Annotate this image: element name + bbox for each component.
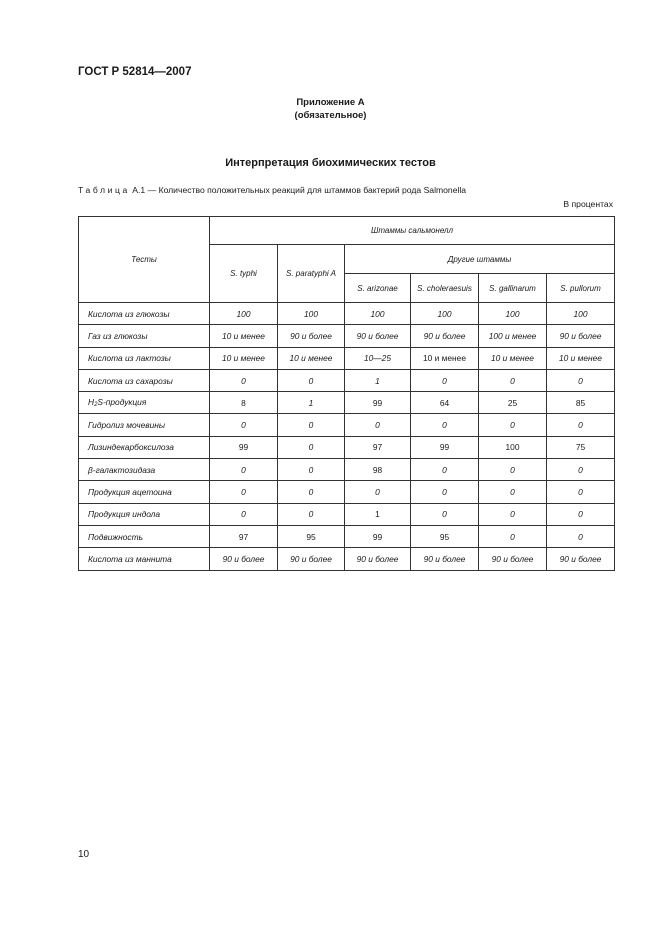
table-cell: 0 bbox=[479, 414, 547, 436]
table-cell: 0 bbox=[210, 503, 278, 525]
table-cell: 1 bbox=[345, 369, 411, 391]
header-s-typhi: S. typhi bbox=[210, 245, 278, 303]
table-cell: 90 и более bbox=[547, 548, 615, 570]
table-cell: 10 и менее bbox=[479, 347, 547, 369]
h2s-symbol: H bbox=[88, 397, 95, 408]
table-cell: 10 и менее bbox=[210, 347, 278, 369]
table-row bbox=[79, 436, 615, 458]
table-cell: 0 bbox=[278, 481, 345, 503]
table-cell: 99 bbox=[345, 392, 411, 414]
table-cell: 10 и менее bbox=[278, 347, 345, 369]
row-test-name: Гидролиз мочевины bbox=[79, 414, 210, 436]
table-cell: 98 bbox=[345, 459, 411, 481]
table-cell: 100 bbox=[411, 303, 479, 325]
table-row bbox=[79, 503, 615, 525]
table-cell: 10 и менее bbox=[411, 347, 479, 369]
row-test-name: Кислота из маннита bbox=[79, 548, 210, 570]
table-cell: 64 bbox=[411, 392, 479, 414]
table-cell: 0 bbox=[479, 503, 547, 525]
section-title: Интерпретация биохимических тестов bbox=[225, 157, 436, 169]
table-cell: 0 bbox=[411, 481, 479, 503]
table-cell: 1 bbox=[345, 503, 411, 525]
table-row bbox=[79, 459, 615, 481]
table-cell: 90 и более bbox=[345, 325, 411, 347]
table-cell: 0 bbox=[411, 369, 479, 391]
table-row bbox=[79, 303, 615, 325]
annex-title: Приложение А bbox=[296, 97, 365, 108]
table-row bbox=[79, 392, 615, 414]
table-cell: 100 и менее bbox=[479, 325, 547, 347]
table-cell: 90 и более bbox=[278, 548, 345, 570]
table-cell: 0 bbox=[210, 369, 278, 391]
header-s-gallinarum: S. gallinarum bbox=[479, 274, 547, 303]
table-cell: 0 bbox=[278, 414, 345, 436]
row-test-name: Кислота из глюкозы bbox=[79, 303, 210, 325]
table-cell: 0 bbox=[411, 459, 479, 481]
row-test-name: Газ из глюкозы bbox=[79, 325, 210, 347]
table-row bbox=[79, 347, 615, 369]
table-cell: 0 bbox=[345, 414, 411, 436]
row-test-name: Продукция ацетоина bbox=[79, 481, 210, 503]
table-row bbox=[79, 369, 615, 391]
table-cell: 0 bbox=[479, 481, 547, 503]
header-s-choleraesuis: S. choleraesuis bbox=[411, 274, 479, 303]
table-cell: 0 bbox=[479, 525, 547, 547]
table-cell: 0 bbox=[278, 459, 345, 481]
annex-heading bbox=[0, 96, 661, 122]
table-cell: 95 bbox=[411, 525, 479, 547]
table-cell: 100 bbox=[479, 436, 547, 458]
table-cell: 90 и более bbox=[479, 548, 547, 570]
annex-status: (обязательное) bbox=[294, 110, 367, 121]
table-caption bbox=[78, 185, 466, 195]
table-cell: 0 bbox=[547, 503, 615, 525]
table-cell: 0 bbox=[547, 481, 615, 503]
document-code: ГОСТ Р 52814—2007 bbox=[78, 66, 192, 78]
table-cell: 97 bbox=[210, 525, 278, 547]
page-number: 10 bbox=[78, 849, 90, 860]
table-cell: 0 bbox=[547, 414, 615, 436]
table-cell: 0 bbox=[278, 369, 345, 391]
table-cell: 100 bbox=[479, 303, 547, 325]
row-test-name: Продукция индола bbox=[79, 503, 210, 525]
table-cell: 0 bbox=[547, 459, 615, 481]
table-row bbox=[79, 325, 615, 347]
table-cell: 0 bbox=[411, 414, 479, 436]
table-cell: 1 bbox=[278, 392, 345, 414]
table-caption-number: А.1 bbox=[132, 185, 146, 195]
table-row bbox=[79, 525, 615, 547]
table-cell: 0 bbox=[210, 414, 278, 436]
row-test-name: Подвижность bbox=[79, 525, 210, 547]
table-caption-label: Таблица bbox=[78, 185, 130, 195]
table-cell: 0 bbox=[547, 369, 615, 391]
table-cell: 90 и более bbox=[278, 325, 345, 347]
h2s-subscript: 2 bbox=[94, 402, 98, 409]
header-s-paratyphi-a: S. paratyphi A bbox=[278, 245, 345, 303]
table-cell: 10—25 bbox=[345, 347, 411, 369]
row-test-name: Кислота из сахарозы bbox=[79, 369, 210, 391]
table-cell: 100 bbox=[345, 303, 411, 325]
table-cell: 0 bbox=[278, 436, 345, 458]
table-cell: 0 bbox=[210, 459, 278, 481]
table-cell: 99 bbox=[411, 436, 479, 458]
row-test-name: Лизиндекарбоксилоза bbox=[79, 436, 210, 458]
table-cell: 95 bbox=[278, 525, 345, 547]
table-cell: 25 bbox=[479, 392, 547, 414]
table-cell: 99 bbox=[210, 436, 278, 458]
table-row bbox=[79, 548, 615, 570]
table-cell: 100 bbox=[278, 303, 345, 325]
header-tests: Тесты bbox=[79, 217, 210, 303]
table-cell: 90 и более bbox=[210, 548, 278, 570]
biochemical-tests-table bbox=[78, 216, 615, 571]
table-cell: 75 bbox=[547, 436, 615, 458]
header-other-strains: Другие штаммы bbox=[345, 245, 615, 274]
table-caption-text: — Количество положительных реакций для штаммов бактерий рода Salmonella bbox=[147, 185, 467, 195]
table-cell: 90 и более bbox=[411, 548, 479, 570]
table-cell: 0 bbox=[547, 525, 615, 547]
h2s-label: S-продукция bbox=[97, 397, 147, 408]
table-cell: 0 bbox=[411, 503, 479, 525]
table-cell: 0 bbox=[479, 459, 547, 481]
table-cell: 90 и более bbox=[411, 325, 479, 347]
header-s-arizonae: S. arizonae bbox=[345, 274, 411, 303]
table-cell: 0 bbox=[479, 369, 547, 391]
row-test-name: Кислота из лактозы bbox=[79, 347, 210, 369]
header-s-pullorum: S. pullorum bbox=[547, 274, 615, 303]
table-cell: 99 bbox=[345, 525, 411, 547]
table-cell: 100 bbox=[547, 303, 615, 325]
table-units: В процентах bbox=[563, 199, 613, 209]
table-cell: 85 bbox=[547, 392, 615, 414]
table-cell: 90 и более bbox=[345, 548, 411, 570]
table-cell: 97 bbox=[345, 436, 411, 458]
table-cell: 0 bbox=[278, 503, 345, 525]
row-test-name: β-галактозидаза bbox=[79, 459, 210, 481]
header-strains: Штаммы сальмонелл bbox=[210, 217, 615, 245]
table-row bbox=[79, 414, 615, 436]
table-cell: 0 bbox=[210, 481, 278, 503]
row-test-name bbox=[79, 392, 210, 414]
table-cell: 100 bbox=[210, 303, 278, 325]
table-row bbox=[79, 481, 615, 503]
table-cell: 10 и менее bbox=[210, 325, 278, 347]
table-cell: 10 и менее bbox=[547, 347, 615, 369]
table-cell: 0 bbox=[345, 481, 411, 503]
table-cell: 8 bbox=[210, 392, 278, 414]
table-cell: 90 и более bbox=[547, 325, 615, 347]
